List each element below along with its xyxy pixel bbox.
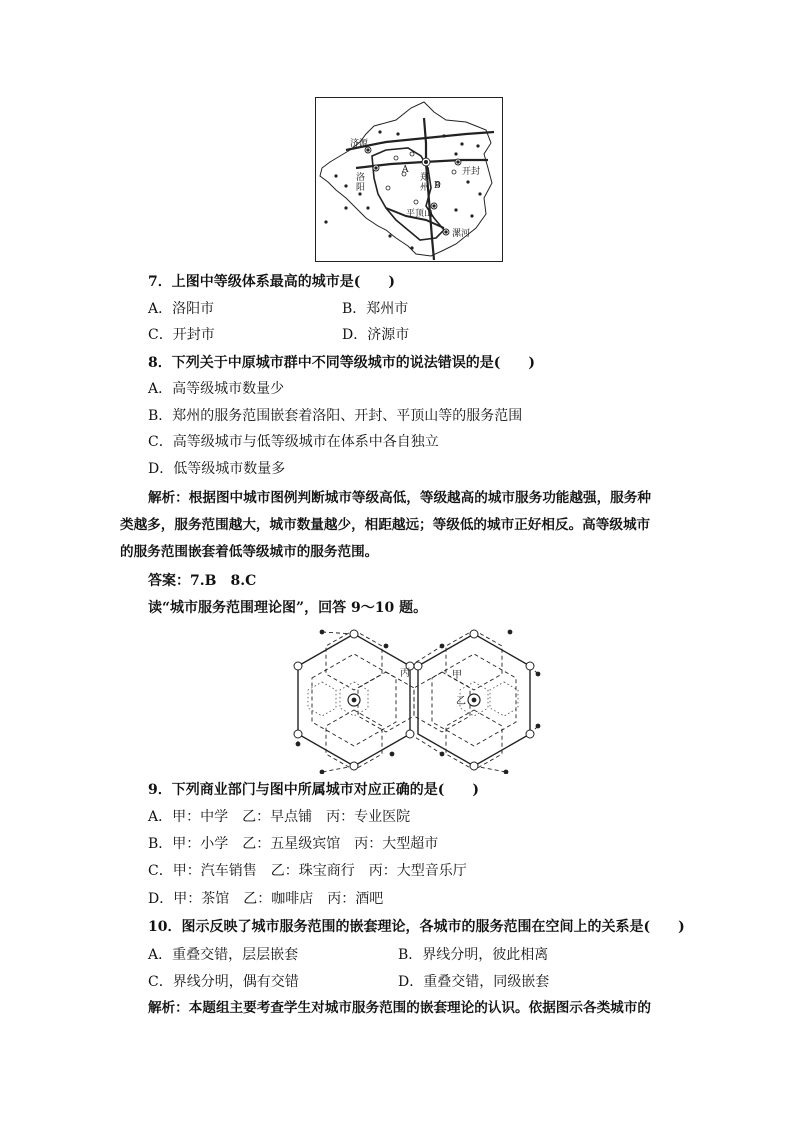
q8-option-a: A．高等级城市数量少	[148, 381, 285, 397]
q7-option-b: B．郑州市	[342, 301, 409, 317]
map-label: 郑	[420, 173, 430, 183]
q7-option-d: D．济源市	[342, 327, 410, 343]
analysis-line: 解析：本题组主要考查学生对城市服务范围的嵌套理论的认识。依据图示各类城市的	[148, 1000, 651, 1016]
analysis-line: 的服务范围嵌套着低等级城市的服务范围。	[120, 544, 379, 560]
q9-option-d: D．甲：茶馆 乙：咖啡店 丙：酒吧	[148, 891, 384, 907]
q9-option-c: C．甲：汽车销售 乙：珠宝商行 丙：大型音乐厅	[148, 863, 467, 879]
map-label: 开封	[462, 167, 481, 177]
q9-option-a: A．甲：中学 乙：早点铺 丙：专业医院	[148, 809, 411, 825]
service-range-diagram	[292, 626, 542, 774]
q10-stem: 10．图示反映了城市服务范围的嵌套理论，各城市的服务范围在空间上的关系是( )	[148, 919, 685, 935]
q10-option-a: A．重叠交错，层层嵌套	[148, 947, 299, 963]
henan-map-svg	[316, 98, 502, 261]
service-range-svg	[292, 626, 542, 774]
q10-option-b: B．界线分明，彼此相离	[398, 947, 549, 963]
q8-option-b: B．郑州的服务范围嵌套着洛阳、开封、平顶山等的服务范围	[148, 408, 523, 424]
answer-line: 答案：7.B 8.C	[148, 573, 257, 589]
diagram-label-jia: 甲	[452, 670, 462, 681]
henan-map-figure	[315, 97, 503, 262]
q7-stem: 7．上图中等级体系最高的城市是( )	[148, 274, 395, 290]
q8-option-c: C．高等级城市与低等级城市在体系中各自独立	[148, 434, 439, 450]
map-label: B	[434, 181, 441, 191]
q8-option-d: D．低等级城市数量多	[148, 461, 286, 477]
map-label: 州	[420, 183, 430, 193]
map-label: 济源	[350, 139, 369, 149]
q7-option-a: A．洛阳市	[148, 301, 215, 317]
analysis-line: 解析：根据图中城市图例判断城市等级高低，等级越高的城市服务功能越强，服务种	[148, 490, 651, 506]
map-label: A	[402, 165, 409, 175]
map-label: 平顶山	[406, 209, 434, 219]
q10-option-d: D．重叠交错，同级嵌套	[398, 974, 550, 990]
q8-stem: 8．下列关于中原城市群中不同等级城市的说法错误的是( )	[148, 355, 535, 371]
q9-option-b: B．甲：小学 乙：五星级宾馆 丙：大型超市	[148, 836, 439, 852]
q7-option-c: C．开封市	[148, 327, 215, 343]
q9-stem: 9．下列商业部门与图中所属城市对应正确的是( )	[148, 782, 479, 798]
map-label: 阳	[356, 183, 366, 193]
map-label: 漯河	[452, 229, 471, 239]
diagram-label-yi: 乙	[456, 696, 466, 707]
map-label: 洛	[356, 173, 366, 183]
q10-option-c: C．界线分明，偶有交错	[148, 974, 299, 990]
diagram-label-bing: 丙	[400, 668, 410, 679]
read-prompt: 读“城市服务范围理论图”，回答 9～10 题。	[148, 600, 428, 616]
analysis-line: 类越多，服务范围越大，城市数量越少，相距越远；等级低的城市正好相反。高等级城市	[120, 517, 651, 533]
